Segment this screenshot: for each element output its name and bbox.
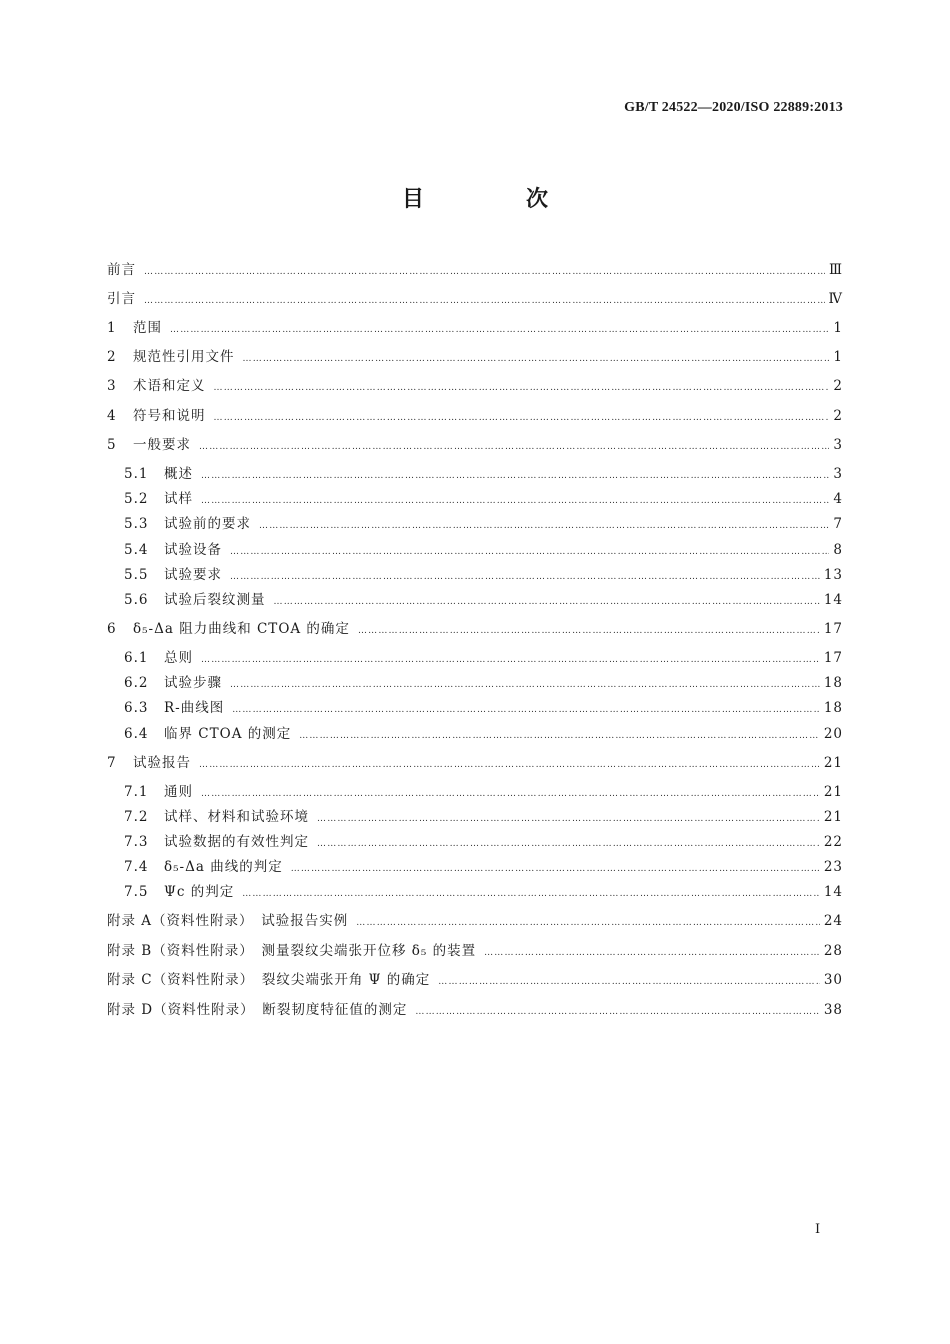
toc-entry-number: 5.6 bbox=[124, 592, 149, 608]
toc-entry[interactable] bbox=[107, 345, 843, 365]
dot-leader bbox=[415, 1007, 819, 1017]
toc-entry[interactable] bbox=[124, 462, 843, 482]
toc-entry-page: 21 bbox=[823, 809, 843, 825]
dot-leader bbox=[199, 760, 820, 770]
toc-entry[interactable] bbox=[124, 855, 843, 875]
dot-leader bbox=[230, 572, 820, 582]
toc-entry-page: 18 bbox=[823, 675, 843, 691]
toc-entry-label: 引言 bbox=[107, 291, 136, 307]
dot-leader bbox=[358, 626, 820, 636]
toc-entry-label: δ₅-Δa 曲线的判定 bbox=[164, 859, 283, 875]
toc-entry-page: 2 bbox=[833, 408, 843, 424]
toc-entry-page: 2 bbox=[833, 378, 843, 394]
toc-entry[interactable] bbox=[107, 968, 843, 988]
toc-entry[interactable] bbox=[124, 880, 843, 900]
toc-entry[interactable] bbox=[124, 830, 843, 850]
toc-entry[interactable] bbox=[107, 909, 843, 929]
toc-entry[interactable] bbox=[107, 316, 843, 336]
standard-code: GB/T 24522—2020/ISO 22889:2013 bbox=[624, 100, 843, 115]
toc-entry-page: 24 bbox=[823, 913, 843, 929]
toc-entry-number: 5.4 bbox=[124, 542, 149, 558]
toc-entry-number: 5.1 bbox=[124, 466, 149, 482]
toc-entry-label: 附录 D（资料性附录） 断裂韧度特征值的测定 bbox=[107, 1002, 408, 1018]
toc-entry-page: 22 bbox=[823, 834, 843, 850]
toc-entry-label: R-曲线图 bbox=[164, 700, 225, 716]
page-number: I bbox=[815, 1222, 821, 1237]
dot-leader bbox=[201, 496, 829, 506]
toc-entry-label: 试验要求 bbox=[164, 567, 222, 583]
toc-entry-number: 5 bbox=[107, 437, 117, 453]
toc-entry-number: 6.2 bbox=[124, 675, 149, 691]
dot-leader bbox=[214, 413, 830, 423]
toc-entry-label: 试验前的要求 bbox=[164, 516, 251, 532]
toc-entry-page: 4 bbox=[833, 491, 843, 507]
toc-entry[interactable] bbox=[124, 487, 843, 507]
toc-entry-label: 总则 bbox=[164, 650, 193, 666]
dot-leader bbox=[242, 889, 820, 899]
toc-entry-page: Ⅳ bbox=[828, 291, 843, 307]
toc-entry-label: 前言 bbox=[107, 262, 136, 278]
toc-entry-page: 28 bbox=[823, 943, 843, 959]
dot-leader bbox=[317, 839, 820, 849]
toc-entry-number: 7.2 bbox=[124, 809, 149, 825]
dot-leader bbox=[199, 442, 829, 452]
dot-leader bbox=[243, 354, 830, 364]
toc-entry-number: 7.5 bbox=[124, 884, 149, 900]
toc-entry-label: 临界 CTOA 的测定 bbox=[164, 726, 292, 742]
dot-leader bbox=[201, 471, 829, 481]
toc-entry-label: 试样、材料和试验环境 bbox=[164, 809, 309, 825]
toc-entry-page: 30 bbox=[823, 972, 843, 988]
toc-entry-page: Ⅲ bbox=[828, 262, 843, 278]
toc-entry-page: 13 bbox=[823, 567, 843, 583]
toc-entry-label: δ₅-Δa 阻力曲线和 CTOA 的确定 bbox=[133, 621, 350, 637]
toc-entry[interactable] bbox=[124, 696, 843, 716]
toc-entry[interactable] bbox=[124, 538, 843, 558]
toc-entry-page: 3 bbox=[833, 437, 843, 453]
toc-entry-number: 3 bbox=[107, 378, 117, 394]
dot-leader bbox=[274, 597, 820, 607]
dot-leader bbox=[214, 383, 830, 393]
toc-entry[interactable] bbox=[107, 258, 843, 278]
toc-entry[interactable] bbox=[124, 780, 843, 800]
toc-entry-label: 符号和说明 bbox=[133, 408, 206, 424]
dot-leader bbox=[201, 655, 820, 665]
toc-entry-page: 21 bbox=[823, 784, 843, 800]
dot-leader bbox=[230, 547, 829, 557]
toc-entry-page: 38 bbox=[823, 1002, 843, 1018]
toc-entry-label: Ψc 的判定 bbox=[164, 884, 235, 900]
toc-entry-page: 23 bbox=[823, 859, 843, 875]
toc-entry-number: 6 bbox=[107, 621, 117, 637]
toc-entry[interactable] bbox=[124, 512, 843, 532]
toc-entry-label: 试验数据的有效性判定 bbox=[164, 834, 309, 850]
toc-entry[interactable] bbox=[107, 998, 843, 1018]
toc-entry-label: 试验报告 bbox=[133, 755, 191, 771]
toc-entry-number: 5.5 bbox=[124, 567, 149, 583]
toc-entry[interactable] bbox=[124, 671, 843, 691]
page-title: 目 次 bbox=[401, 187, 588, 212]
toc-entry-label: 规范性引用文件 bbox=[133, 349, 235, 365]
toc-entry[interactable] bbox=[107, 433, 843, 453]
toc-entry[interactable] bbox=[124, 722, 843, 742]
toc-entry-number: 7.3 bbox=[124, 834, 149, 850]
toc-entry-label: 术语和定义 bbox=[133, 378, 206, 394]
toc-entry-label: 试验步骤 bbox=[164, 675, 222, 691]
toc-entry-number: 7.1 bbox=[124, 784, 149, 800]
dot-leader bbox=[259, 521, 829, 531]
dot-leader bbox=[356, 918, 820, 928]
dot-leader bbox=[299, 731, 820, 741]
toc-entry-number: 7.4 bbox=[124, 859, 149, 875]
toc-entry-label: 试样 bbox=[164, 491, 193, 507]
toc-entry-label: 附录 A（资料性附录） 试验报告实例 bbox=[107, 913, 349, 929]
toc-entry-label: 附录 B（资料性附录） 测量裂纹尖端张开位移 δ₅ 的装置 bbox=[107, 943, 477, 959]
dot-leader bbox=[144, 296, 825, 306]
toc-entry-number: 5.2 bbox=[124, 491, 149, 507]
toc-entry-page: 7 bbox=[833, 516, 843, 532]
toc-entry-number: 7 bbox=[107, 755, 117, 771]
dot-leader bbox=[317, 814, 820, 824]
toc-entry-page: 17 bbox=[823, 650, 843, 666]
toc-entry[interactable] bbox=[124, 563, 843, 583]
toc-entry-label: 一般要求 bbox=[133, 437, 191, 453]
toc-entry-number: 2 bbox=[107, 349, 117, 365]
toc-entry-number: 6.1 bbox=[124, 650, 149, 666]
toc-entry[interactable] bbox=[107, 287, 843, 307]
toc-entry-number: 6.4 bbox=[124, 726, 149, 742]
toc-entry[interactable] bbox=[107, 751, 843, 771]
toc-entry-page: 1 bbox=[833, 320, 843, 336]
toc-entry[interactable] bbox=[124, 805, 843, 825]
toc-entry[interactable] bbox=[107, 939, 843, 959]
toc-entry-number: 1 bbox=[107, 320, 117, 336]
toc-entry-page: 14 bbox=[823, 884, 843, 900]
toc-entry-page: 3 bbox=[833, 466, 843, 482]
toc-entry-page: 20 bbox=[823, 726, 843, 742]
toc-entry-label: 通则 bbox=[164, 784, 193, 800]
toc-entry-number: 5.3 bbox=[124, 516, 149, 532]
toc-entry-page: 17 bbox=[823, 621, 843, 637]
toc-entry[interactable] bbox=[107, 404, 843, 424]
toc-entry-page: 1 bbox=[833, 349, 843, 365]
dot-leader bbox=[170, 325, 829, 335]
dot-leader bbox=[484, 948, 820, 958]
dot-leader bbox=[232, 705, 820, 715]
toc-entry[interactable] bbox=[124, 646, 843, 666]
toc-entry[interactable] bbox=[124, 588, 843, 608]
toc-entry-number: 6.3 bbox=[124, 700, 149, 716]
toc-entry[interactable] bbox=[107, 617, 843, 637]
toc-entry[interactable] bbox=[107, 374, 843, 394]
toc-entry-label: 范围 bbox=[133, 320, 162, 336]
toc-entry-page: 8 bbox=[833, 542, 843, 558]
toc-entry-page: 14 bbox=[823, 592, 843, 608]
toc-entry-label: 试验后裂纹测量 bbox=[164, 592, 266, 608]
toc-entry-page: 21 bbox=[823, 755, 843, 771]
dot-leader bbox=[144, 267, 825, 277]
toc-entry-page: 18 bbox=[823, 700, 843, 716]
toc-entry-label: 试验设备 bbox=[164, 542, 222, 558]
dot-leader bbox=[438, 977, 820, 987]
toc-entry-number: 4 bbox=[107, 408, 117, 424]
dot-leader bbox=[230, 680, 820, 690]
dot-leader bbox=[291, 864, 820, 874]
toc-entry-label: 概述 bbox=[164, 466, 193, 482]
dot-leader bbox=[201, 789, 820, 799]
toc-entry-label: 附录 C（资料性附录） 裂纹尖端张开角 Ψ 的确定 bbox=[107, 972, 431, 988]
